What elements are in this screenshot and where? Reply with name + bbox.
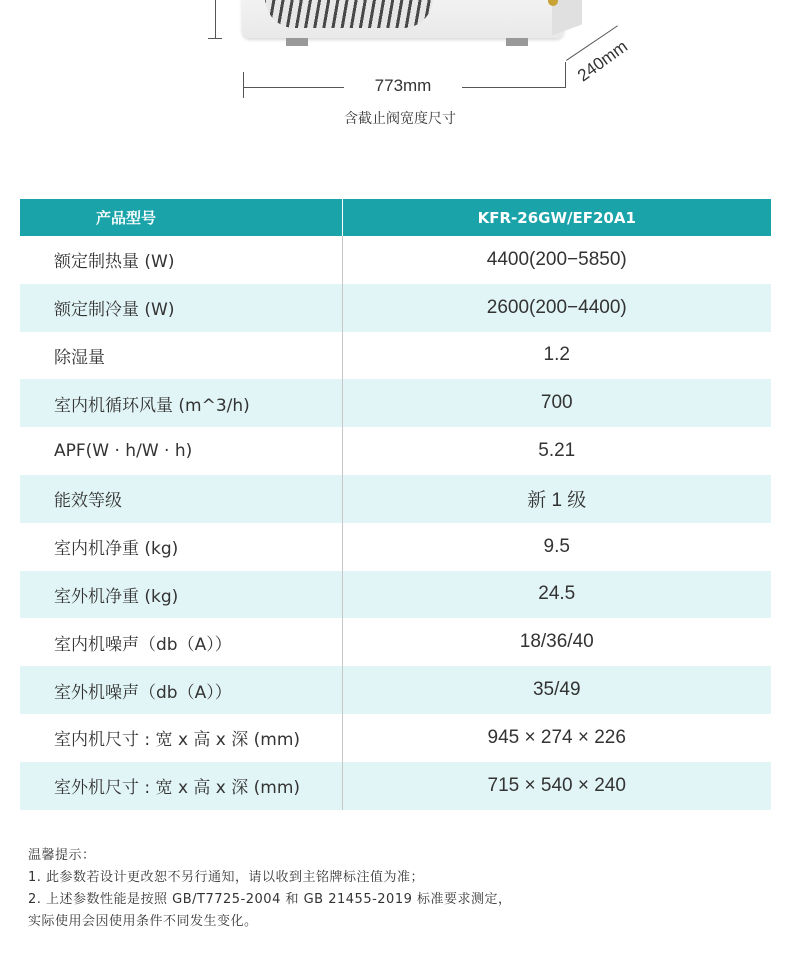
row-value-efficiency-grade: 新 1 级 xyxy=(342,475,771,523)
row-value-indoor-weight: 9.5 xyxy=(543,535,570,557)
row-label-apf: APF(W · h/W · h) xyxy=(20,427,342,475)
row-value-heating: 4400(200−5850) xyxy=(486,248,627,270)
table-row xyxy=(20,666,771,714)
width-dimension-tick-right xyxy=(565,62,566,88)
row-value-cooling: 2600(200−4400) xyxy=(342,284,771,332)
row-value-outdoor-size: 715 × 540 × 240 xyxy=(342,762,771,810)
table-row xyxy=(20,427,771,475)
row-label-heating: 额定制热量 (W) xyxy=(20,236,342,284)
notes-line-1: 1. 此参数若设计更改恕不另行通知，请以收到主铭牌标注值为准； xyxy=(28,870,425,885)
row-label-outdoor-weight: 室外机净重 (kg) xyxy=(20,571,342,619)
table-row xyxy=(20,236,771,284)
outdoor-unit-side-graphic xyxy=(552,0,582,35)
notes-title: 温馨提示： xyxy=(28,848,96,863)
row-value-indoor-noise: 18/36/40 xyxy=(519,631,594,653)
table-row xyxy=(20,523,771,571)
notes-line-3: 实际使用会因使用条件不同发生变化。 xyxy=(28,914,258,929)
table-row xyxy=(20,332,771,380)
table-row xyxy=(20,475,771,523)
table-row xyxy=(20,618,771,666)
table-row xyxy=(20,284,771,332)
spec-table xyxy=(20,199,771,810)
table-row xyxy=(20,379,771,427)
table-row xyxy=(20,571,771,619)
notes-line-2: 2. 上述参数性能是按照 GB/T7725-2004 和 GB 21455-2019 标准要求测定， xyxy=(28,892,512,907)
row-label-airflow: 室内机循环风量 (m^3/h) xyxy=(20,379,342,427)
depth-dimension-label: 240mm xyxy=(574,36,632,86)
unit-foot-right xyxy=(506,38,528,46)
fan-grille-graphic xyxy=(265,0,433,28)
row-label-indoor-weight: 室内机净重 (kg) xyxy=(20,523,342,571)
row-value-outdoor-weight: 24.5 xyxy=(342,571,771,619)
row-value-outdoor-noise: 35/49 xyxy=(342,666,771,714)
row-label-indoor-size: 室内机尺寸 : 宽 x 高 x 深 (mm) xyxy=(20,714,342,762)
row-value-apf: 5.21 xyxy=(538,440,576,462)
row-label-efficiency-grade: 能效等级 xyxy=(20,475,342,523)
row-value-indoor-size: 945 × 274 × 226 xyxy=(487,726,626,748)
unit-foot-left xyxy=(286,38,308,46)
row-label-indoor-noise: 室内机噪声（db（A）） xyxy=(20,618,342,666)
row-label-cooling: 额定制冷量 (W) xyxy=(20,284,342,332)
width-dimension-line-right xyxy=(462,87,565,88)
row-label-outdoor-size: 室外机尺寸 : 宽 x 高 x 深 (mm) xyxy=(20,762,342,810)
table-row xyxy=(20,762,771,810)
row-label-outdoor-noise: 室外机噪声（db（A）） xyxy=(20,666,342,714)
width-dimension-tick-left xyxy=(243,72,244,98)
row-value-dehumidify: 1.2 xyxy=(543,344,570,366)
height-dimension-line xyxy=(215,0,216,38)
width-note: 含截止阀宽度尺寸 xyxy=(344,111,456,127)
width-dimension-label: 773mm xyxy=(374,76,432,95)
spec-table-header xyxy=(20,199,771,236)
table-row xyxy=(20,714,771,762)
height-dimension-tick xyxy=(208,38,222,39)
model-header-value: KFR-26GW/EF20A1 xyxy=(342,199,771,236)
row-value-airflow: 700 xyxy=(342,379,771,427)
model-header-label: 产品型号 xyxy=(20,199,342,236)
notes-section xyxy=(28,845,768,933)
dimension-diagram xyxy=(0,0,790,160)
row-label-dehumidify: 除湿量 xyxy=(20,332,342,380)
width-dimension-line-left xyxy=(244,87,344,88)
